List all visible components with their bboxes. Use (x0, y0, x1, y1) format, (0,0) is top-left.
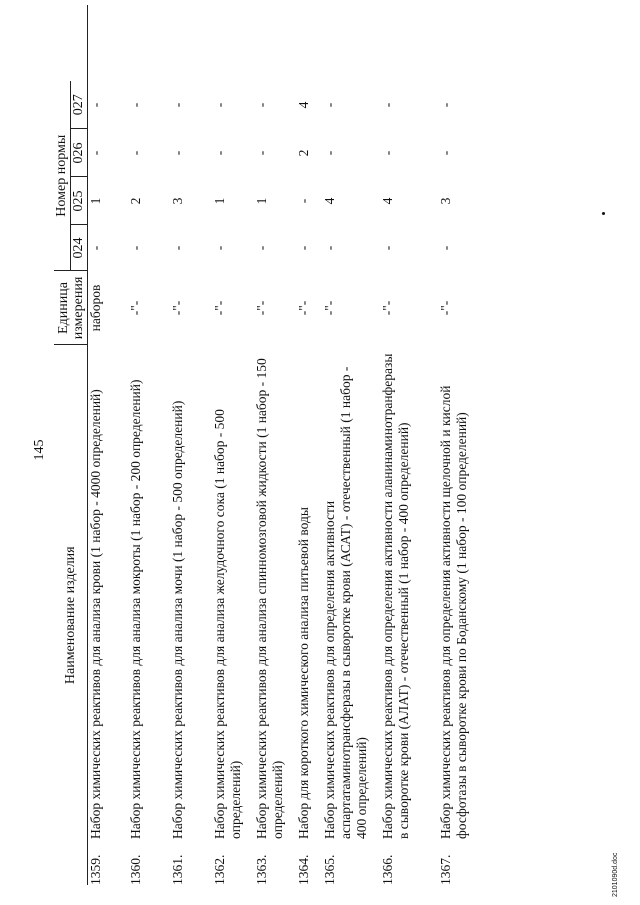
value-025: 1 (88, 197, 103, 205)
row-number: 1364. (296, 854, 311, 885)
item-name: Набор химических реактивов для определения активности щелочной и кислой фосфотазы в сыворотке крови по Боданскому (1 набор - 100 определений) (438, 385, 469, 839)
item-name: Набор химических реактивов для анализа спинномозговой жидкости (1 набор - 150 определений) (254, 358, 285, 839)
value-024: - (88, 245, 103, 251)
value-025: 2 (128, 197, 143, 205)
item-name: Набор химических реактивов для анализа крови (1 набор - 4000 определений) (88, 389, 103, 839)
header-unit: Единица измерения (54, 271, 88, 345)
value-027: - (128, 102, 143, 108)
value-026: - (212, 150, 227, 156)
table-row (438, 5, 496, 885)
table-row (212, 5, 254, 885)
item-name: Набор химических реактивов для анализа мочи (1 набор - 500 определений) (170, 400, 185, 839)
row-number: 1360. (128, 854, 143, 885)
value-025: 1 (212, 197, 227, 205)
value-024: - (296, 245, 311, 251)
value-026: - (170, 150, 185, 156)
header-name: Наименование изделия (54, 345, 88, 885)
item-unit: -"- (212, 300, 227, 316)
value-027: - (438, 102, 453, 108)
item-name: Набор химических реактивов для анализа мокроты (1 набор - 200 определений) (128, 379, 143, 839)
item-unit: -"- (170, 300, 185, 316)
row-number: 1361. (170, 854, 185, 885)
stray-dot (602, 212, 605, 215)
row-number: 1362. (212, 854, 227, 885)
item-name: Набор для короткого химического анализа питьевой воды (296, 507, 311, 839)
table-row (254, 5, 296, 885)
row-number: 1363. (254, 854, 269, 885)
value-027: - (88, 102, 103, 108)
header-blank (54, 5, 71, 81)
value-026: - (128, 150, 143, 156)
value-025: 1 (254, 197, 269, 205)
value-027: - (322, 102, 337, 108)
value-024: - (170, 245, 185, 251)
value-025: 4 (322, 197, 337, 205)
items-table (54, 5, 496, 885)
value-025: 3 (438, 197, 453, 205)
value-027: - (170, 102, 185, 108)
item-name: Набор химических реактивов для определения активности аспартатаминотрансферазы в сыворотке крови (АСАТ) - отечественный (1 набор - 400 определений) (322, 366, 369, 839)
header-code-026: 026 (71, 129, 88, 177)
row-number: 1367. (438, 854, 453, 885)
header-norm-group: Номер нормы (54, 81, 71, 271)
item-unit: -"- (296, 300, 311, 316)
value-025: - (296, 198, 311, 204)
header-code-027: 027 (71, 81, 88, 129)
value-024: - (322, 245, 337, 251)
item-unit: -"- (254, 300, 269, 316)
value-024: - (380, 245, 395, 251)
row-number: 1359. (88, 854, 103, 885)
value-026: - (322, 150, 337, 156)
value-024: - (438, 245, 453, 251)
value-026: - (438, 150, 453, 156)
item-unit: наборов (88, 284, 103, 332)
value-025: 3 (170, 197, 185, 205)
value-024: - (128, 245, 143, 251)
value-027: - (380, 102, 395, 108)
header-code-025: 025 (71, 177, 88, 225)
value-026: - (254, 150, 269, 156)
value-025: 4 (380, 197, 395, 205)
value-027: - (212, 102, 227, 108)
table-row (296, 5, 322, 885)
header-spacer (71, 5, 88, 81)
value-027: 4 (296, 101, 311, 109)
item-unit: -"- (438, 300, 453, 316)
table-row (170, 5, 212, 885)
footer-filename: 2101090d.doc (612, 852, 619, 897)
value-024: - (254, 245, 269, 251)
row-number: 1365. (322, 854, 337, 885)
row-number: 1366. (380, 854, 395, 885)
value-026: 2 (296, 149, 311, 157)
page-number: 145 (32, 439, 47, 461)
item-unit: -"- (322, 300, 337, 316)
table-row (322, 5, 380, 885)
table-row (128, 5, 170, 885)
item-unit: -"- (380, 300, 395, 316)
value-026: - (380, 150, 395, 156)
item-unit: -"- (128, 300, 143, 316)
table-row (380, 5, 438, 885)
header-code-024: 024 (71, 225, 88, 271)
item-name: Набор химических реактивов для определения активности аланинаминотранферазы в сыворотке крови (АЛАТ) - отечественный (1 набор - 400 определений) (380, 353, 411, 839)
table-row (88, 5, 129, 885)
item-name: Набор химических реактивов для анализа желудочного сока (1 набор - 500 определений) (212, 409, 243, 839)
value-027: - (254, 102, 269, 108)
value-026: - (88, 150, 103, 156)
value-024: - (212, 245, 227, 251)
